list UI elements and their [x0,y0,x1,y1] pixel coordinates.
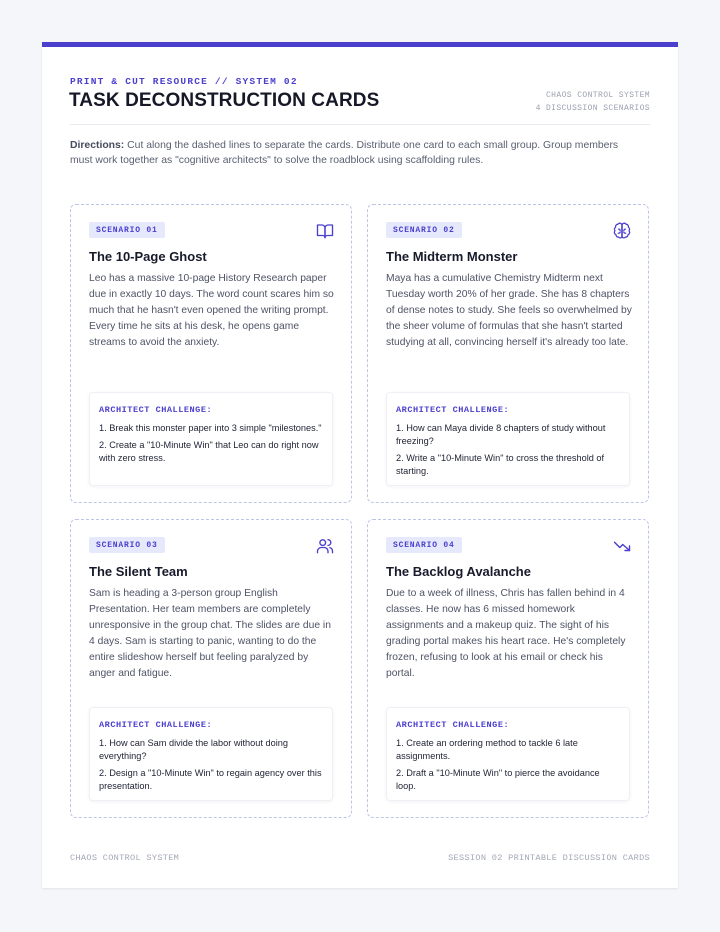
users-icon [316,537,334,555]
directions-text [70,138,642,168]
resource-eyebrow: PRINT & CUT RESOURCE // SYSTEM 02 [70,76,298,87]
scenario-title: The Silent Team [89,564,188,579]
scenario-title: The Midterm Monster [386,249,518,264]
challenge-step: 1. How can Sam divide the labor without doing everything? [99,738,288,761]
meta-scenario-count: 4 DISCUSSION SCENARIOS [535,104,650,113]
challenge-label: ARCHITECT CHALLENGE: [396,720,510,730]
challenge-step: 2. Draft a "10-Minute Win" to pierce the avoidance loop. [396,768,600,791]
meta-system-name: CHAOS CONTROL SYSTEM [545,91,650,100]
architect-challenge-box [386,707,630,801]
trending-down-icon [613,537,631,555]
brain-icon [613,222,631,240]
scenario-description: Maya has a cumulative Chemistry Midterm next Tuesday worth 20% of her grade. She has 8 chapters of dense notes to study. She feels so overwhelmed by the sheer volume of formulas that she hasn't started studying at all, convincing herself it's already too late. [386,273,632,348]
worksheet-page [42,42,678,888]
challenge-label: ARCHITECT CHALLENGE: [99,720,213,730]
scenario-badge: SCENARIO 03 [89,537,165,553]
scenario-description: Sam is heading a 3-person group English Presentation. Her team members are completely unresponsive in the group chat. The slides are due in 4 days. Sam is starting to panic, wanting to do the entire slideshow herself but feeling paralyzed by anger and fatigue. [89,588,331,679]
challenge-step: 1. Break this monster paper into 3 simple "milestones." [99,423,322,433]
challenge-step: 2. Write a "10-Minute Win" to cross the threshold of starting. [396,453,605,476]
challenge-step: 2. Create a "10-Minute Win" that Leo can do right now with zero stress. [99,440,319,463]
architect-challenge-box [89,707,333,801]
scenario-badge: SCENARIO 02 [386,222,462,238]
scenario-badge: SCENARIO 01 [89,222,165,238]
scenario-title: The Backlog Avalanche [386,564,531,579]
footer-session-label: SESSION 02 PRINTABLE DISCUSSION CARDS [448,853,650,863]
scenario-card [367,519,649,818]
scenario-description: Leo has a massive 10-page History Research paper due in exactly 10 days. The word count scares him so much that he hasn't even opened the writing prompt. Every time he sits at his desk, he opens game streams to avoid the anxiety. [89,273,334,348]
directions-lead: Directions: [70,140,125,151]
challenge-step: 2. Design a "10-Minute Win" to regain agency over this presentation. [99,768,322,791]
scenario-card [367,204,649,503]
scenario-badge: SCENARIO 04 [386,537,462,553]
challenge-step: 1. Create an ordering method to tackle 6 late assignments. [396,738,578,761]
challenge-label: ARCHITECT CHALLENGE: [396,405,510,415]
challenge-label: ARCHITECT CHALLENGE: [99,405,213,415]
architect-challenge-box [386,392,630,486]
footer-system-name: CHAOS CONTROL SYSTEM [70,853,180,863]
scenario-title: The 10-Page Ghost [89,249,207,264]
header-meta [536,89,650,115]
architect-challenge-box [89,392,333,486]
scenario-card [70,519,352,818]
challenge-step: 1. How can Maya divide 8 chapters of study without freezing? [396,423,606,446]
scenario-description: Due to a week of illness, Chris has fallen behind in 4 classes. He now has 6 missed homework assignments and a makeup quiz. The sight of his grading portal makes his heart race. He's completely frozen, refusing to look at his email or check his portal. [386,588,626,679]
book-open-icon [316,222,334,240]
header-divider [70,124,650,125]
scenario-card [70,204,352,503]
page-title: TASK DECONSTRUCTION CARDS [69,90,380,111]
directions-body: Cut along the dashed lines to separate the cards. Distribute one card to each small group. Group members must work together as "cognitive architects" to solve the roadblock using scaffolding rules. [70,140,619,166]
